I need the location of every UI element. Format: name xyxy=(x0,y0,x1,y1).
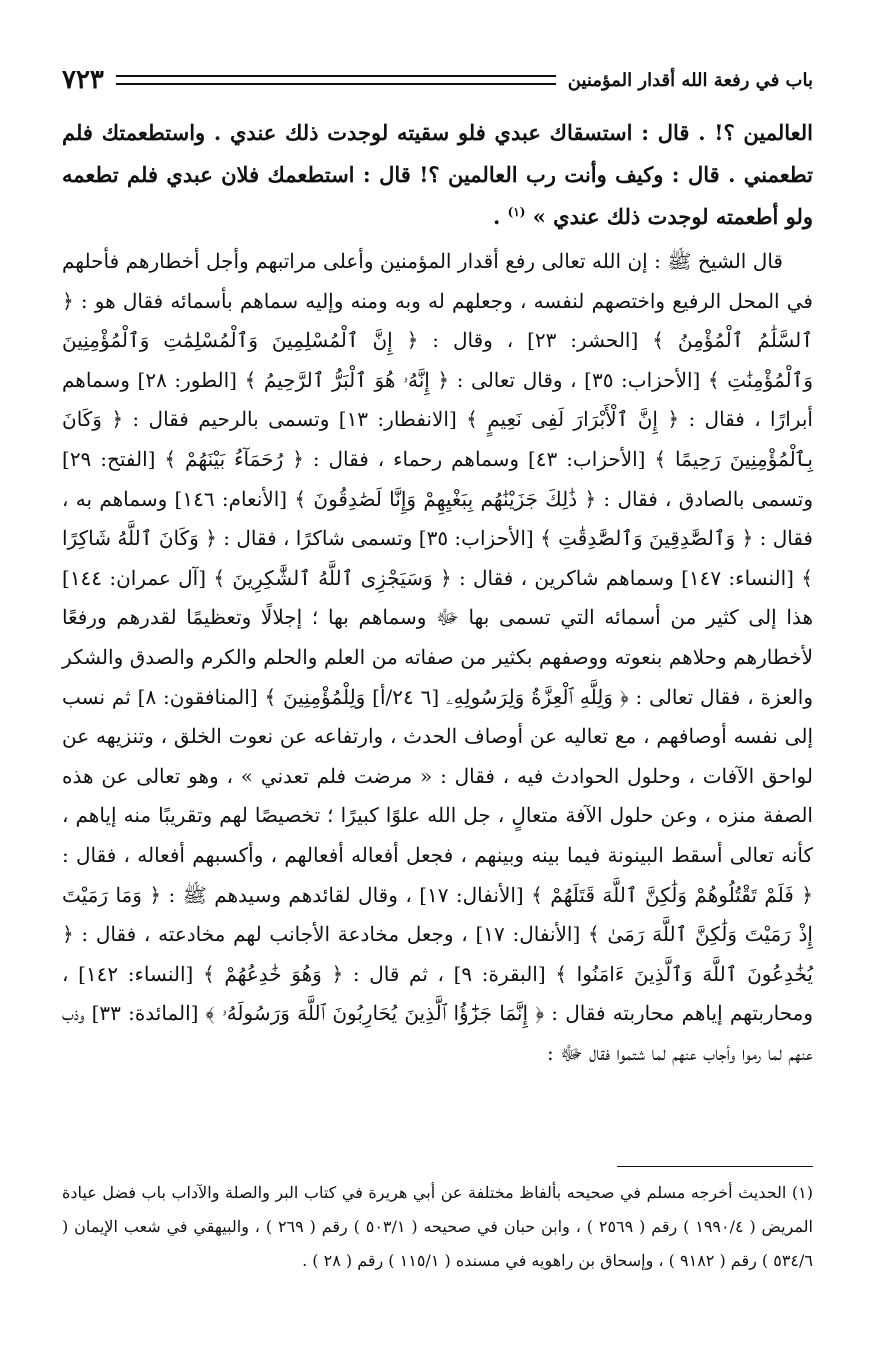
main-paragraph: قال الشيخ ﷺ : إن الله تعالى رفع أقدار المؤمنين وأعلى مراتبهم وأجل أخطارهم فأحلهم في المحل الرفيع واختصهم لنفسه ، وجعلهم له وبه ومنه وإليه سماهم بأسمائه فقال هو : ﴿ ٱلسَّلَٰمُ ٱلْمُؤْمِنُ ﴾ [الحشر: ٢٣] ، وقال : ﴿ إِنَّ ٱلْمُسْلِمِينَ وَٱلْمُسْلِمَٰتِ وَٱلْمُؤْمِنِينَ وَٱلْمُؤْمِنَٰتِ ﴾ [الأحزاب: ٣٥] ، وقال تعالى : ﴿ إِنَّهُۥ هُوَ ٱلْبَرُّ ٱلرَّحِيمُ ﴾ [الطور: ٢٨] وسماهم أبرارًا ، فقال : ﴿ إِنَّ ٱلْأَبْرَارَ لَفِى نَعِيمٍ ﴾ [الانفطار: ١٣] وتسمى بالرحيم فقال : ﴿ وَكَانَ بِٱلْمُؤْمِنِينَ رَحِيمًا ﴾ [الأحزاب: ٤٣] وسماهم رحماء ، فقال : ﴿ رُحَمَآءُ بَيْنَهُمْ ﴾ [الفتح: ٢٩] وتسمى بالصادق ، فقال : ﴿ ذَٰلِكَ جَزَيْنَٰهُم بِبَغْيِهِمْ وَإِنَّا لَصَٰدِقُونَ ﴾ [الأنعام: ١٤٦] وسماهم به ، فقال : ﴿ وَٱلصَّٰدِقِينَ وَٱلصَّٰدِقَٰتِ ﴾ [الأحزاب: ٣٥] وتسمى شاكرًا ، فقال : ﴿ وَكَانَ ٱللَّهُ شَاكِرًا ﴾ [النساء: ١٤٧] وسماهم شاكرين ، فقال : ﴿ وَسَيَجْزِى ٱللَّهُ ٱلشَّٰكِرِينَ ﴾ [آل عمران: ١٤٤] هذا إلى كثير من أسمائه التي تسمى بها ﷻ وسماهم بها ؛ إجلالًا وتعظيمًا لقدرهم ورفعًا لأخطارهم وحلاهم بنعوته ووصفهم بكثير من صفاته من العلم والحلم والكرم والصدق والشكر والعزة ، فقال تعالى : ﴿ وَلِلَّهِ ٱلْعِزَّةُ وَلِرَسُولِهِۦ [٦ ٢٤/أ] وَلِلْمُؤْمِنِينَ ﴾ [المنافقون: ٨] ثم نسب إلى نفسه أوصافهم ، مع تعاليه عن أوصاف الحدث ، وارتفاعه عن نعوت الخلق ، وتنزيهه عن لواحق الآفات ، وحلول الحوادث فيه ، فقال : « مرضت فلم تعدني » ، وهو تعالى عن هذه الصفة منزه ، وعن حلول الآفة متعالٍ ، جل الله علوًا كبيرًا ؛ تخصيصًا لهم وتقريبًا منه إياهم ، كأنه تعالى أسقط البينونة فيما بينه وبينهم ، فجعل أفعاله أفعالهم ، وأكسبهم أفعاله ، فقال : ﴿ فَلَمْ تَقْتُلُوهُمْ وَلَٰكِنَّ ٱللَّهَ قَتَلَهُمْ ﴾ [الأنفال: ١٧] ، وقال لقائدهم وسيدهم ﷺ : ﴿ وَمَا رَمَيْتَ إِذْ رَمَيْتَ وَلَٰكِنَّ ٱللَّهَ رَمَىٰ ﴾ [الأنفال: ١٧] ، وجعل مخادعة الأجانب لهم مخادعته ، فقال : ﴿ يُخَٰدِعُونَ ٱللَّهَ وَٱلَّذِينَ ءَامَنُوا ﴾ [البقرة: ٩] ، ثم قال : ﴿ وَهُوَ خَٰدِعُهُمْ ﴾ [النساء: ١٤٢] ، ومحاربتهم إياهم محاربته فقال : ﴿ إِنَّمَا جَزَٰٓؤُا ٱلَّذِينَ يُحَارِبُونَ ٱللَّهَ وَرَسُولَهُۥ ﴾ [المائدة: ٣٣] وذب عنهم لما رموا وأجاب عنهم لما شتموا فقال ﷻ : xyxy=(62,249,814,1065)
header-rule xyxy=(116,75,556,85)
footnote-divider xyxy=(617,1166,813,1167)
hadith-text: العالمين ؟! . قال : استسقاك عبدي فلو سقيته لوجدت ذلك عندي . واستطعمتك فلم تطعمني . قال : وكيف وأنت رب العالمين ؟! قال : استطعمك فلان عبدي فلم تطعمه ولو أطعمته لوجدت ذلك عندي » xyxy=(62,120,813,229)
hadith-continuation xyxy=(62,112,813,238)
footnote-marker: (١) xyxy=(507,205,526,219)
running-title: باب في رفعة الله أقدار المؤمنين xyxy=(567,69,813,91)
page-number: ٧٢٣ xyxy=(62,65,104,95)
hadith-end: . xyxy=(492,204,508,229)
footnote: (١) الحديث أخرجه مسلم في صحيحه بألفاظ مختلفة عن أبي هريرة في كتاب البر والصلة والآداب باب فضل عيادة المريض ( ١٩٩٠/٤ ) رقم ( ٢٥٦٩ ) ، وابن حبان في صحيحه ( ٥٠٣/١ ) رقم ( ٢٦٩ ) ، والبيهقي في شعب الإيمان ( ٥٣٤/٦ ) رقم ( ٩١٨٢ ) ، وإسحاق بن راهويه في مسنده ( ١١٥/١ ) رقم ( ٢٨ ) . xyxy=(62,1183,814,1270)
page-header xyxy=(62,60,813,100)
page-body xyxy=(62,112,813,1073)
